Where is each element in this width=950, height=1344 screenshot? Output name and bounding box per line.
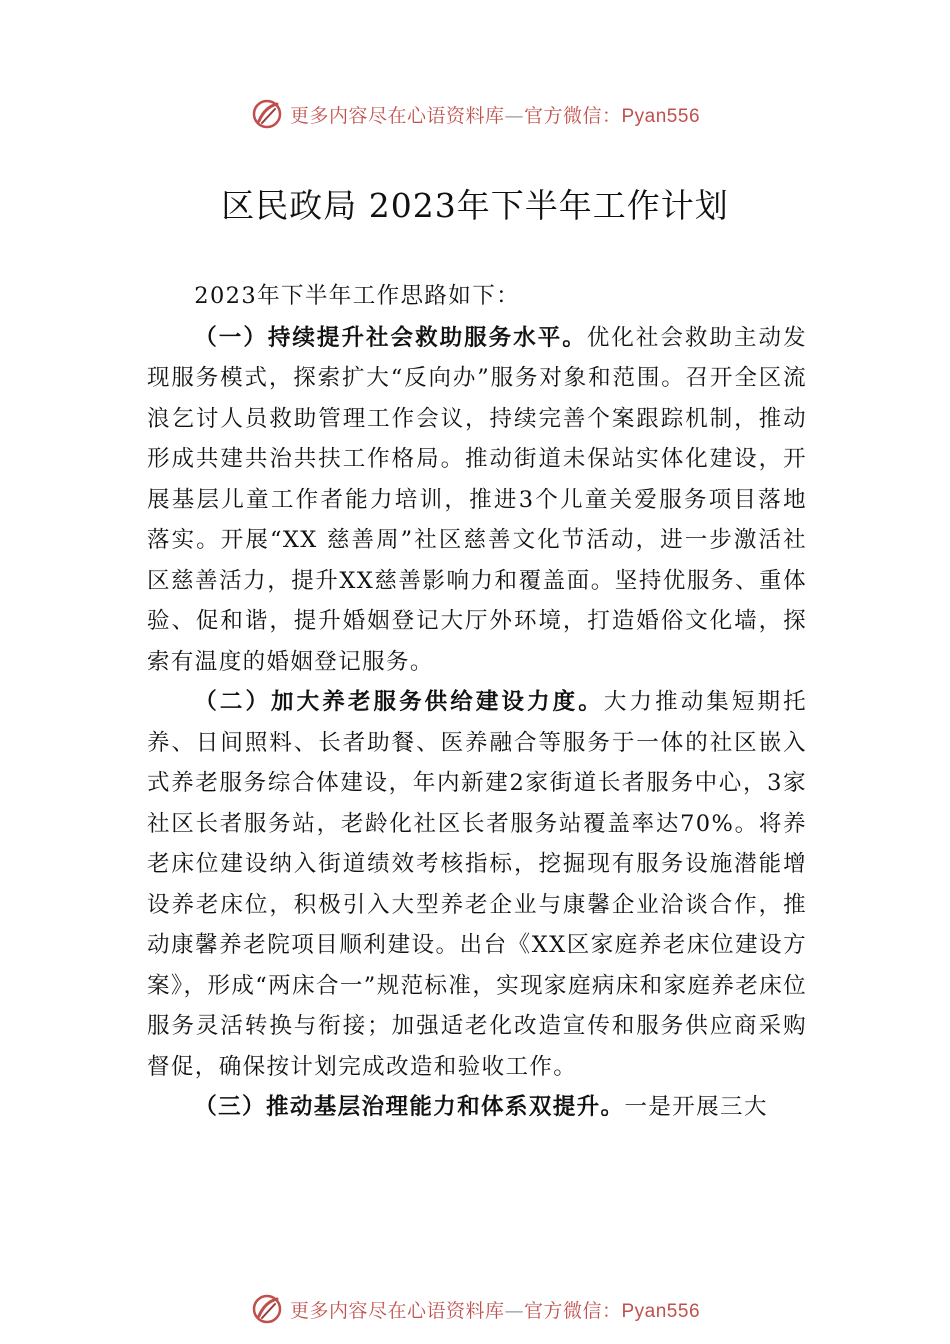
watermark-brand: 更多内容尽在心语资料库 bbox=[289, 1299, 505, 1322]
watermark-brand: 更多内容尽在心语资料库 bbox=[289, 104, 505, 127]
watermark-wechat-label: 官方微信： bbox=[523, 104, 622, 127]
section-heading: （二）加大养老服务供给建设力度。 bbox=[194, 689, 604, 715]
footer-watermark bbox=[0, 1291, 950, 1327]
brand-logo-icon bbox=[250, 1292, 284, 1326]
section-body: 一是开展三大 bbox=[624, 1094, 768, 1120]
watermark-wechat-id: Pyan556 bbox=[621, 1300, 701, 1322]
document-body bbox=[147, 276, 807, 1128]
header-watermark bbox=[0, 96, 950, 132]
brand-logo-icon bbox=[250, 97, 284, 131]
document-title: 区民政局 2023年下半年工作计划 bbox=[221, 186, 729, 225]
watermark-separator: — bbox=[504, 1299, 524, 1322]
watermark-wechat-id: Pyan556 bbox=[621, 105, 701, 127]
section-heading: （一）持续提升社会救助服务水平。 bbox=[194, 324, 587, 351]
section-body: 优化社会救助主动发现服务模式，探索扩大“反向办”服务对象和范围。召开全区流浪乞讨人员救助管理工作会议，持续完善个案跟踪机制，推动形成共建共治共扶工作格局。推动街道未保站实体化建设，开展基层儿童工作者能力培训，推进3个儿童关爱服务项目落地落实。开展“XX 慈善周”社区慈善文化节活动，进一步激活社区慈善活力，提升XX慈善影响力和覆盖面。坚持优服务、重体验、促和谐，提升婚姻登记大厅外环境，打造婚俗文化墙，探索有温度的婚姻登记服务。 bbox=[147, 324, 807, 675]
section-paragraph bbox=[147, 318, 807, 683]
section-body: 大力推动集短期托养、日间照料、长者助餐、医养融合等服务于一体的社区嵌入式养老服务综合体建设，年内新建2家街道长者服务中心，3家社区长者服务站，老龄化社区长者服务站覆盖率达70%。将养老床位建设纳入街道绩效考核指标，挖掘现有服务设施潜能增设养老床位，积极引入大型养老企业与康馨企业洽谈合作，推动康馨养老院项目顺利建设。出台《XX区家庭养老床位建设方案》，形成“两床合一”规范标准，实现家庭病床和家庭养老床位服务灵活转换与衔接；加强适老化改造宣传和服务供应商采购督促，确保按计划完成改造和验收工作。 bbox=[147, 689, 808, 1080]
watermark-wechat-label: 官方微信： bbox=[523, 1299, 622, 1322]
intro-paragraph: 2023年下半年工作思路如下： bbox=[194, 283, 521, 309]
watermark-separator: — bbox=[504, 104, 524, 127]
watermark-text bbox=[290, 101, 700, 128]
section-heading: （三）推动基层治理能力和体系双提升。 bbox=[194, 1094, 625, 1120]
section-paragraph bbox=[147, 682, 807, 1087]
watermark-text bbox=[290, 1296, 700, 1323]
section-paragraph bbox=[147, 1087, 807, 1128]
